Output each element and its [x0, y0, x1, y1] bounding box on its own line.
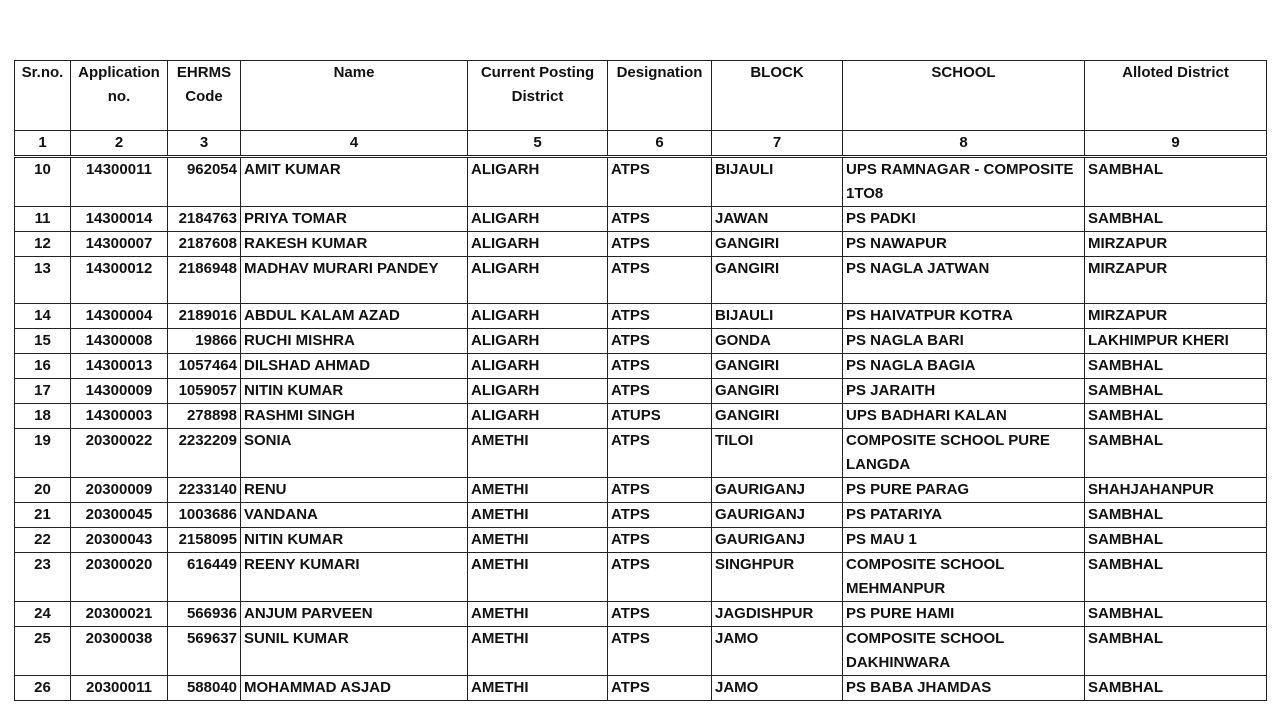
cell-block: GAURIGANJ	[712, 528, 843, 553]
cell-block: GANGIRI	[712, 257, 843, 304]
cell-name: ANJUM PARVEEN	[241, 602, 468, 627]
cell-current-posting-district: AMETHI	[468, 478, 608, 503]
cell-sr-no: 14	[15, 304, 71, 329]
cell-ehrms-code: 2158095	[168, 528, 241, 553]
cell-designation: ATPS	[608, 232, 712, 257]
cell-designation: ATPS	[608, 478, 712, 503]
cell-school: PS PURE PARAG	[843, 478, 1085, 503]
cell-sr-no: 19	[15, 429, 71, 478]
cell-sr-no: 12	[15, 232, 71, 257]
cell-ehrms-code: 19866	[168, 329, 241, 354]
header-block: BLOCK	[712, 61, 843, 131]
cell-name: RUCHI MISHRA	[241, 329, 468, 354]
cell-current-posting-district: AMETHI	[468, 528, 608, 553]
cell-current-posting-district: AMETHI	[468, 602, 608, 627]
cell-designation: ATPS	[608, 257, 712, 304]
cell-sr-no: 16	[15, 354, 71, 379]
cell-alloted-district: SAMBHAL	[1085, 528, 1267, 553]
cell-block: JAWAN	[712, 207, 843, 232]
cell-designation: ATPS	[608, 157, 712, 207]
cell-current-posting-district: AMETHI	[468, 553, 608, 602]
cell-designation: ATPS	[608, 553, 712, 602]
cell-ehrms-code: 1003686	[168, 503, 241, 528]
column-number: 2	[71, 131, 168, 157]
column-number: 6	[608, 131, 712, 157]
cell-ehrms-code: 2233140	[168, 478, 241, 503]
column-number-row	[15, 131, 1267, 157]
cell-application-no: 20300043	[71, 528, 168, 553]
cell-block: JAGDISHPUR	[712, 602, 843, 627]
cell-block: JAMO	[712, 627, 843, 676]
cell-ehrms-code: 566936	[168, 602, 241, 627]
cell-sr-no: 23	[15, 553, 71, 602]
table-row	[15, 157, 1267, 207]
cell-ehrms-code: 2184763	[168, 207, 241, 232]
header-ehrms-code: EHRMS Code	[168, 61, 241, 131]
cell-block: SINGHPUR	[712, 553, 843, 602]
table-row	[15, 404, 1267, 429]
cell-block: GAURIGANJ	[712, 478, 843, 503]
cell-name: ABDUL KALAM AZAD	[241, 304, 468, 329]
cell-block: GAURIGANJ	[712, 503, 843, 528]
cell-school: PS PADKI	[843, 207, 1085, 232]
cell-name: NITIN KUMAR	[241, 528, 468, 553]
cell-designation: ATPS	[608, 304, 712, 329]
cell-sr-no: 10	[15, 157, 71, 207]
cell-current-posting-district: ALIGARH	[468, 329, 608, 354]
cell-sr-no: 25	[15, 627, 71, 676]
cell-school: PS PURE HAMI	[843, 602, 1085, 627]
cell-ehrms-code: 2186948	[168, 257, 241, 304]
header-designation: Designation	[608, 61, 712, 131]
cell-name: RASHMI SINGH	[241, 404, 468, 429]
cell-block: GANGIRI	[712, 232, 843, 257]
table-row	[15, 602, 1267, 627]
table-row	[15, 627, 1267, 676]
cell-current-posting-district: AMETHI	[468, 429, 608, 478]
cell-application-no: 14300009	[71, 379, 168, 404]
cell-school: PS JARAITH	[843, 379, 1085, 404]
table-row	[15, 478, 1267, 503]
cell-block: GANGIRI	[712, 404, 843, 429]
header-sr-no: Sr.no.	[15, 61, 71, 131]
cell-alloted-district: SAMBHAL	[1085, 602, 1267, 627]
cell-name: MADHAV MURARI PANDEY	[241, 257, 468, 304]
cell-application-no: 14300012	[71, 257, 168, 304]
cell-school: PS BABA JHAMDAS	[843, 676, 1085, 701]
column-number: 4	[241, 131, 468, 157]
table-row	[15, 503, 1267, 528]
cell-sr-no: 13	[15, 257, 71, 304]
cell-alloted-district: SAMBHAL	[1085, 503, 1267, 528]
cell-alloted-district: SAMBHAL	[1085, 553, 1267, 602]
cell-name: DILSHAD AHMAD	[241, 354, 468, 379]
header-school: SCHOOL	[843, 61, 1085, 131]
cell-block: GONDA	[712, 329, 843, 354]
cell-sr-no: 24	[15, 602, 71, 627]
cell-name: SONIA	[241, 429, 468, 478]
table-row	[15, 304, 1267, 329]
cell-school: COMPOSITE SCHOOL DAKHINWARA	[843, 627, 1085, 676]
header-current-posting-district: Current Posting District	[468, 61, 608, 131]
cell-current-posting-district: AMETHI	[468, 627, 608, 676]
cell-name: REENY KUMARI	[241, 553, 468, 602]
cell-current-posting-district: ALIGARH	[468, 304, 608, 329]
cell-designation: ATPS	[608, 354, 712, 379]
cell-current-posting-district: AMETHI	[468, 503, 608, 528]
cell-alloted-district: LAKHIMPUR KHERI	[1085, 329, 1267, 354]
cell-ehrms-code: 962054	[168, 157, 241, 207]
cell-school: PS PATARIYA	[843, 503, 1085, 528]
cell-name: NITIN KUMAR	[241, 379, 468, 404]
cell-alloted-district: SHAHJAHANPUR	[1085, 478, 1267, 503]
cell-application-no: 20300038	[71, 627, 168, 676]
cell-designation: ATPS	[608, 627, 712, 676]
cell-name: SUNIL KUMAR	[241, 627, 468, 676]
table-row	[15, 354, 1267, 379]
cell-block: TILOI	[712, 429, 843, 478]
header-name: Name	[241, 61, 468, 131]
cell-sr-no: 18	[15, 404, 71, 429]
cell-ehrms-code: 588040	[168, 676, 241, 701]
cell-block: GANGIRI	[712, 354, 843, 379]
table-row	[15, 528, 1267, 553]
table-row	[15, 207, 1267, 232]
cell-designation: ATPS	[608, 602, 712, 627]
cell-alloted-district: MIRZAPUR	[1085, 304, 1267, 329]
table-row	[15, 429, 1267, 478]
cell-designation: ATPS	[608, 676, 712, 701]
table-row	[15, 232, 1267, 257]
cell-name: AMIT KUMAR	[241, 157, 468, 207]
cell-ehrms-code: 2189016	[168, 304, 241, 329]
cell-ehrms-code: 569637	[168, 627, 241, 676]
table-row	[15, 329, 1267, 354]
header-alloted-district: Alloted District	[1085, 61, 1267, 131]
column-number: 8	[843, 131, 1085, 157]
cell-sr-no: 26	[15, 676, 71, 701]
cell-current-posting-district: ALIGARH	[468, 354, 608, 379]
cell-alloted-district: SAMBHAL	[1085, 207, 1267, 232]
cell-ehrms-code: 2232209	[168, 429, 241, 478]
cell-application-no: 20300021	[71, 602, 168, 627]
column-number: 9	[1085, 131, 1267, 157]
cell-designation: ATPS	[608, 503, 712, 528]
cell-application-no: 14300013	[71, 354, 168, 379]
cell-ehrms-code: 1059057	[168, 379, 241, 404]
cell-ehrms-code: 278898	[168, 404, 241, 429]
cell-sr-no: 15	[15, 329, 71, 354]
cell-designation: ATPS	[608, 429, 712, 478]
cell-sr-no: 11	[15, 207, 71, 232]
cell-application-no: 20300009	[71, 478, 168, 503]
cell-application-no: 14300014	[71, 207, 168, 232]
cell-alloted-district: SAMBHAL	[1085, 676, 1267, 701]
cell-application-no: 14300004	[71, 304, 168, 329]
cell-school: PS MAU 1	[843, 528, 1085, 553]
cell-school: COMPOSITE SCHOOL MEHMANPUR	[843, 553, 1085, 602]
cell-school: PS NAWAPUR	[843, 232, 1085, 257]
cell-block: GANGIRI	[712, 379, 843, 404]
table-row	[15, 676, 1267, 701]
cell-current-posting-district: ALIGARH	[468, 379, 608, 404]
cell-ehrms-code: 616449	[168, 553, 241, 602]
header-row	[15, 61, 1267, 131]
cell-sr-no: 20	[15, 478, 71, 503]
cell-application-no: 20300011	[71, 676, 168, 701]
cell-name: VANDANA	[241, 503, 468, 528]
cell-designation: ATPS	[608, 528, 712, 553]
cell-school: PS NAGLA BAGIA	[843, 354, 1085, 379]
table-body	[15, 157, 1267, 701]
cell-sr-no: 21	[15, 503, 71, 528]
cell-current-posting-district: ALIGARH	[468, 232, 608, 257]
allotment-table	[14, 60, 1267, 701]
table-row	[15, 379, 1267, 404]
cell-application-no: 20300045	[71, 503, 168, 528]
column-number: 1	[15, 131, 71, 157]
cell-current-posting-district: ALIGARH	[468, 257, 608, 304]
cell-name: PRIYA TOMAR	[241, 207, 468, 232]
cell-school: PS NAGLA JATWAN	[843, 257, 1085, 304]
cell-block: JAMO	[712, 676, 843, 701]
cell-school: UPS RAMNAGAR - COMPOSITE 1TO8	[843, 157, 1085, 207]
cell-application-no: 14300007	[71, 232, 168, 257]
cell-alloted-district: SAMBHAL	[1085, 627, 1267, 676]
cell-application-no: 14300003	[71, 404, 168, 429]
cell-alloted-district: MIRZAPUR	[1085, 257, 1267, 304]
cell-sr-no: 22	[15, 528, 71, 553]
cell-school: PS NAGLA BARI	[843, 329, 1085, 354]
cell-block: BIJAULI	[712, 304, 843, 329]
cell-block: BIJAULI	[712, 157, 843, 207]
cell-designation: ATPS	[608, 207, 712, 232]
cell-alloted-district: SAMBHAL	[1085, 379, 1267, 404]
cell-current-posting-district: AMETHI	[468, 676, 608, 701]
cell-name: RAKESH KUMAR	[241, 232, 468, 257]
cell-current-posting-district: ALIGARH	[468, 207, 608, 232]
cell-current-posting-district: ALIGARH	[468, 404, 608, 429]
cell-alloted-district: SAMBHAL	[1085, 404, 1267, 429]
cell-ehrms-code: 1057464	[168, 354, 241, 379]
cell-school: COMPOSITE SCHOOL PURE LANGDA	[843, 429, 1085, 478]
cell-sr-no: 17	[15, 379, 71, 404]
column-number: 3	[168, 131, 241, 157]
cell-application-no: 14300011	[71, 157, 168, 207]
table-row	[15, 257, 1267, 304]
cell-alloted-district: SAMBHAL	[1085, 157, 1267, 207]
column-number: 7	[712, 131, 843, 157]
cell-name: MOHAMMAD ASJAD	[241, 676, 468, 701]
cell-school: UPS BADHARI KALAN	[843, 404, 1085, 429]
column-number: 5	[468, 131, 608, 157]
cell-name: RENU	[241, 478, 468, 503]
header-application-no: Application no.	[71, 61, 168, 131]
cell-school: PS HAIVATPUR KOTRA	[843, 304, 1085, 329]
cell-designation: ATPS	[608, 329, 712, 354]
cell-ehrms-code: 2187608	[168, 232, 241, 257]
cell-designation: ATPS	[608, 379, 712, 404]
cell-designation: ATUPS	[608, 404, 712, 429]
cell-alloted-district: MIRZAPUR	[1085, 232, 1267, 257]
cell-alloted-district: SAMBHAL	[1085, 354, 1267, 379]
cell-application-no: 14300008	[71, 329, 168, 354]
cell-application-no: 20300020	[71, 553, 168, 602]
cell-application-no: 20300022	[71, 429, 168, 478]
cell-current-posting-district: ALIGARH	[468, 157, 608, 207]
cell-alloted-district: SAMBHAL	[1085, 429, 1267, 478]
table-row	[15, 553, 1267, 602]
